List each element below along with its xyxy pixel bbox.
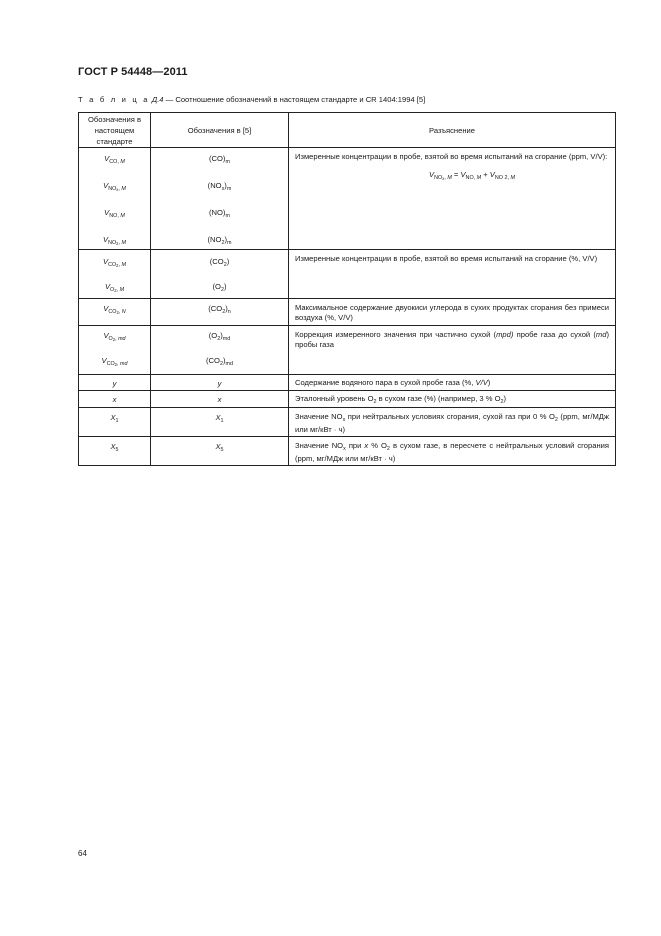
explanation-cell <box>289 375 616 391</box>
caption-prefix: Т а б л и ц а <box>78 95 150 104</box>
reference-cell: $X_5$ <box>151 437 289 466</box>
reference-cell: $(CO)_m$ $(NO_x)_m$ $(NO)_m$ $(NO_2)_m$ <box>151 148 289 250</box>
table-header-row <box>79 113 616 148</box>
symbol-cell <box>79 391 151 408</box>
table-row <box>79 326 616 375</box>
explanation-cell <box>289 391 616 408</box>
col-header-reference: Обозначения в [5] <box>151 113 289 148</box>
reference-cell: $X_1$ <box>151 408 289 437</box>
reference-text: x <box>217 395 222 404</box>
explanation-cell <box>289 437 616 466</box>
table-row <box>79 148 616 250</box>
reference-cell <box>151 391 289 408</box>
explanation-text: Содержание водяного пара в сухой пробе газа (%, V/V) <box>295 378 491 387</box>
explanation-text: Измеренные концентрации в пробе, взятой во время испытаний на сгорание (ppm, V/V): <box>295 152 608 161</box>
symbol-cell: $V_{CO, M}$ $V_{NOx, M}$ $V_{NO, M}$ $V_{NO2, M}$ <box>79 148 151 250</box>
table-row <box>79 391 616 408</box>
symbol-text: X <box>110 413 116 422</box>
explanation-cell <box>289 408 616 437</box>
table-row <box>79 375 616 391</box>
explanation-cell <box>289 148 616 250</box>
reference-text: X <box>215 413 221 422</box>
table-row <box>79 299 616 326</box>
symbol-text: x <box>112 395 117 404</box>
page-number: 64 <box>78 849 87 858</box>
formula: $V_{NOx, M} = V_{NO, M} + V_{NO 2, M}$ <box>429 170 515 181</box>
reference-cell: $(CO_2)_n$ <box>151 299 289 326</box>
reference-cell: $(O_2)_{md}$ $(CO_2)_{md}$ <box>151 326 289 375</box>
caption-number: Д.4 <box>151 95 164 104</box>
explanation-text: Эталонный уровень $O_2$ в сухом газе (%) (например, 3 % $O_2$) <box>295 394 507 405</box>
explanation-cell <box>289 250 616 299</box>
explanation-cell <box>289 326 616 375</box>
symbol-cell: $V_{CO2, N}$ <box>79 299 151 326</box>
symbol-cell: $V_{O2, md}$ $V_{CO2, md}$ <box>79 326 151 375</box>
symbol-cell <box>79 375 151 391</box>
table-row <box>79 437 616 466</box>
document-header: ГОСТ Р 54448—2011 <box>78 66 188 78</box>
explanation-text: Измеренные концентрации в пробе, взятой во время испытаний на сгорание (%, V/V) <box>295 254 598 263</box>
table-row <box>79 408 616 437</box>
explanation-text: Максимальное содержание двуокиси углерода в сухих продуктах сгорания без примеси воздуха (%, V/V) <box>295 303 609 322</box>
symbol-cell: $X_5$ <box>79 437 151 466</box>
symbols-table <box>78 112 616 466</box>
explanation-text: Значение $NO_x$ при нейтральных условиях сгорания, сухой газ при 0 % $O_2$ (ppm, мг/МДж или мг/кВт · ч) <box>295 412 609 434</box>
table-row <box>79 250 616 299</box>
explanation-text: Значение $NO_x$ при x % $O_2$ в сухом газе, в пересчете с нейтральных условий сгорания (ppm, мг/МДж или мг/кВт · ч) <box>295 441 609 463</box>
table-caption <box>78 95 425 104</box>
symbol-text: y <box>112 379 117 388</box>
reference-cell: $(CO_2)$ $(O_2)$ <box>151 250 289 299</box>
reference-cell <box>151 375 289 391</box>
explanation-cell <box>289 299 616 326</box>
caption-text: — Соотношение обозначений в настоящем стандарте и CR 1404:1994 [5] <box>163 95 426 104</box>
col-header-explanation: Разъяснение <box>289 113 616 148</box>
col-header-standard: Обозначения в настоящем стандарте <box>79 113 151 148</box>
reference-text: X <box>215 442 221 451</box>
symbol-text: X <box>110 442 116 451</box>
symbol-cell: $V_{CO2, M}$ $V_{O2, M}$ <box>79 250 151 299</box>
reference-text: y <box>217 379 222 388</box>
explanation-text: Коррекция измеренного значения при частично сухой (mpd) пробе газа до сухой (md) пробы газа <box>295 330 609 349</box>
symbol-cell: $X_1$ <box>79 408 151 437</box>
